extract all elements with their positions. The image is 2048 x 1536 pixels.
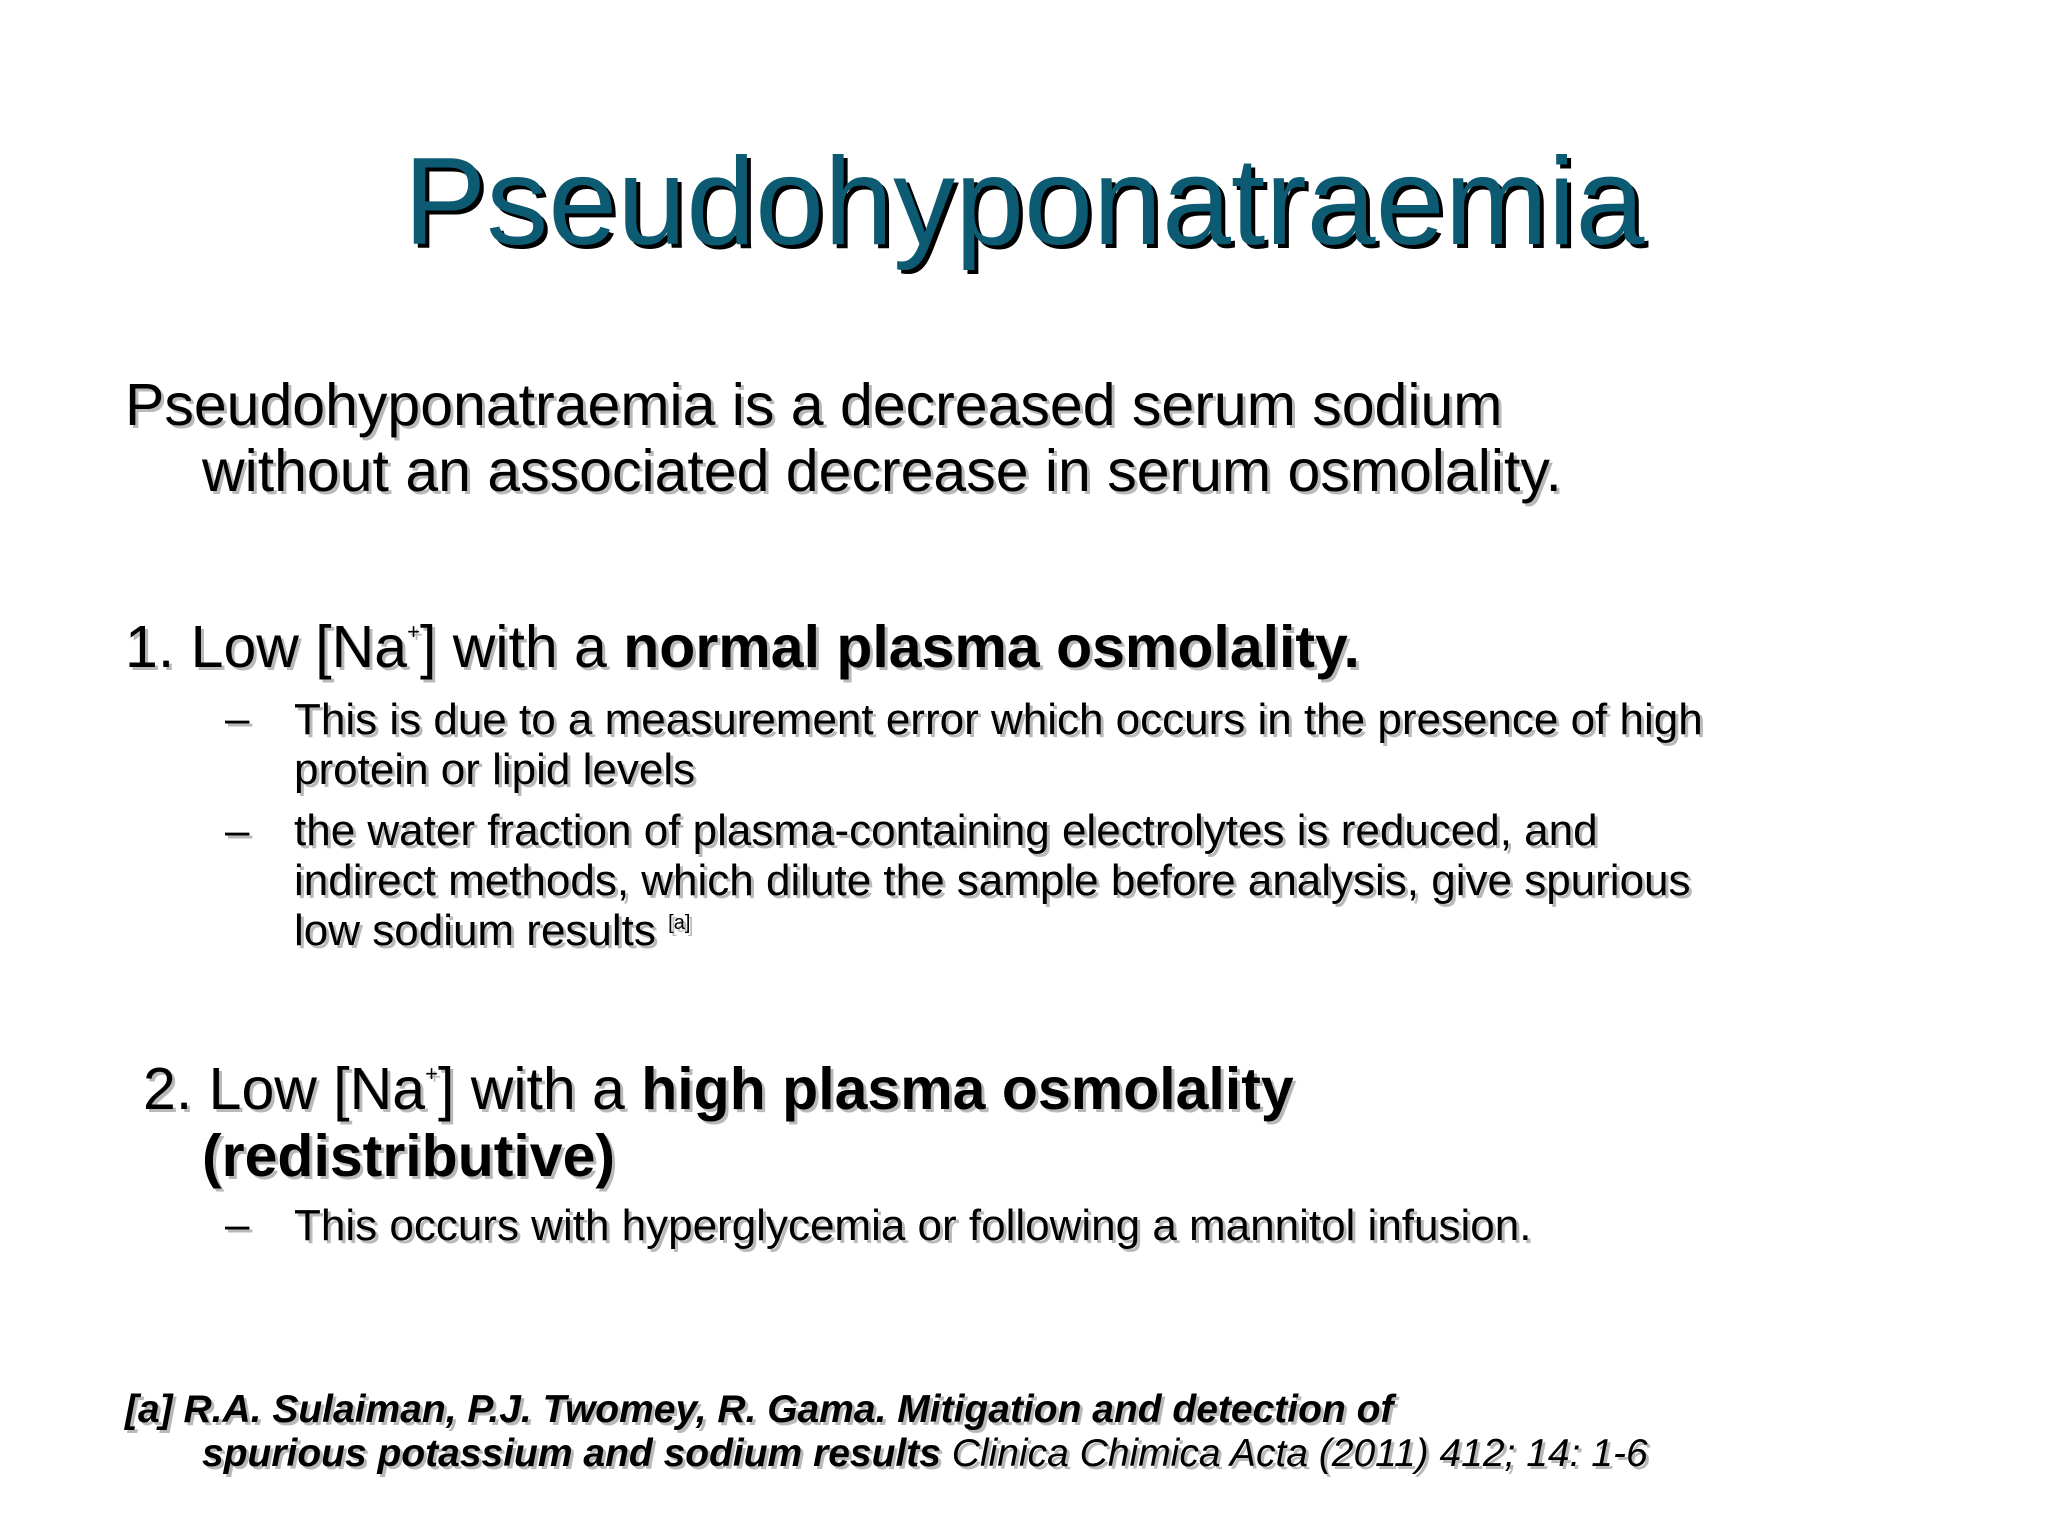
definition-line-1: Pseudohyponatraemia is a decreased serum sodium <box>125 372 1503 438</box>
citation-marker: [a] <box>668 912 691 934</box>
reference-title-end: spurious potassium and sodium results <box>202 1432 941 1475</box>
point-2-middle: ] with a <box>437 1056 642 1122</box>
reference-journal: Clinica Chimica Acta (2011) 412; 14: 1-6 <box>940 1432 1648 1475</box>
point-1-bullet-2-line-1: the water fraction of plasma-containing electrolytes is reduced, and <box>294 806 1598 855</box>
definition-line-2: without an associated decrease in serum osmolality. <box>202 438 1562 504</box>
bullet-dash: – <box>225 1200 250 1249</box>
point-1-bullet-1-line-2: protein or lipid levels <box>294 745 696 794</box>
bullet-dash: – <box>225 806 250 855</box>
sodium-charge-superscript: + <box>425 1061 438 1086</box>
point-1-prefix: Low [Na <box>190 614 408 680</box>
point-1-middle: ] with a <box>419 614 624 680</box>
point-1-emphasis: normal plasma osmolality. <box>623 614 1360 680</box>
bullet-dash: – <box>225 694 250 743</box>
point-2-bullet-1-line-1: This occurs with hyperglycemia or following a mannitol infusion. <box>294 1201 1532 1250</box>
point-2-emphasis: high plasma osmolality <box>641 1056 1294 1122</box>
point-1-number: 1. <box>125 614 175 680</box>
point-1-heading <box>125 613 1360 681</box>
point-2-heading <box>143 1055 1294 1123</box>
point-2-number: 2. <box>143 1056 193 1122</box>
sodium-charge-superscript: + <box>407 619 420 644</box>
slide-title: Pseudohyponatraemia <box>403 133 1645 271</box>
point-1-bullet-1-line-1: This is due to a measurement error which occurs in the presence of high <box>294 695 1703 744</box>
reference-line-1: [a] R.A. Sulaiman, P.J. Twomey, R. Gama. Mitigation and detection of <box>125 1388 1394 1431</box>
point-2-prefix: Low [Na <box>208 1056 426 1122</box>
point-1-bullet-2-line-2: indirect methods, which dilute the sample before analysis, give spurious <box>294 856 1691 905</box>
point-1-bullet-2-line-3: low sodium results [a] <box>294 906 691 955</box>
reference-line-2 <box>202 1432 1648 1476</box>
point-2-emphasis-line-2: (redistributive) <box>202 1123 616 1189</box>
